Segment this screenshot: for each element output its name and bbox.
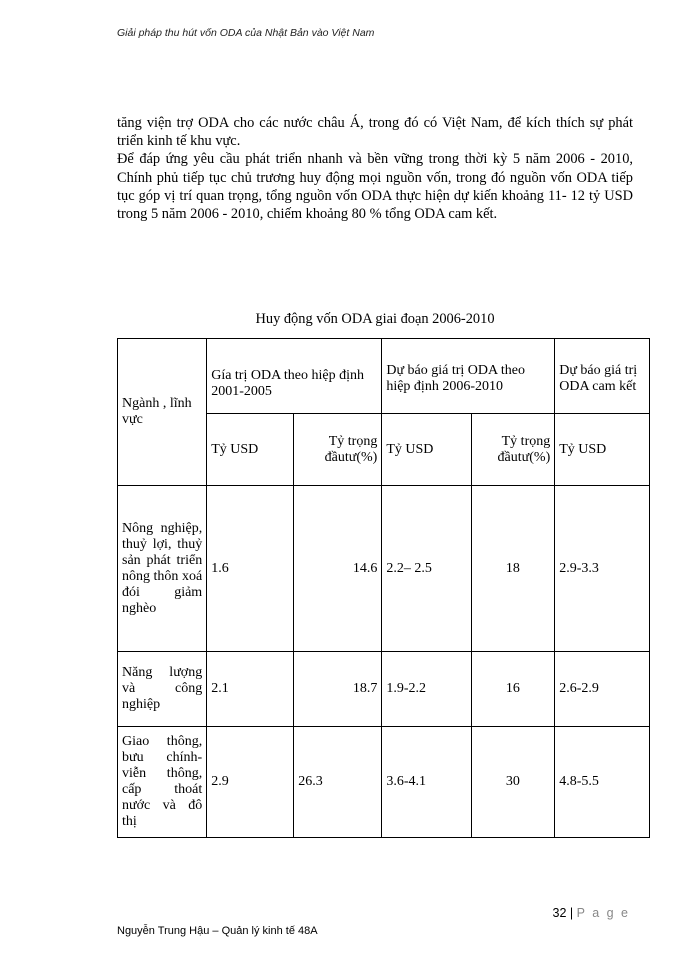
value-cell: 2.2– 2.5 xyxy=(382,486,471,652)
page-number-value: 32 xyxy=(552,906,567,920)
value-cell: 1.9-2.2 xyxy=(382,652,471,727)
sub-header-3: Tỷ USD xyxy=(382,414,471,486)
value-cell: 2.1 xyxy=(207,652,294,727)
group-header-3: Dự báo giá trị ODA cam kết xyxy=(555,339,650,414)
value-cell: 1.6 xyxy=(207,486,294,652)
sub-header-4: Tỷ trọng đầutư(%) xyxy=(471,414,555,486)
paragraph-1: tăng viện trợ ODA cho các nước châu Á, trong đó có Việt Nam, để kích thích sự phát triển kinh tế khu vực. xyxy=(117,115,633,150)
table-caption: Huy động vốn ODA giai đoạn 2006-2010 xyxy=(255,311,495,327)
value-cell: 3.6-4.1 xyxy=(382,727,471,838)
value-cell: 16 xyxy=(471,652,555,727)
value-cell: 2.6-2.9 xyxy=(555,652,650,727)
group-header-2: Dự báo giá trị ODA theo hiệp định 2006-2010 xyxy=(382,339,555,414)
page-label: P a g e xyxy=(576,906,630,920)
sector-header-cell xyxy=(118,339,207,486)
paragraph-2: Để đáp ứng yêu cầu phát triển nhanh và bền vững trong thời kỳ 5 năm 2006 - 2010, Chính phủ tiếp tục chủ trương huy động mọi nguồn vốn, trong đó nguồn vốn ODA tiếp tục góp vị trí quan trọng, tổng nguồn vốn ODA thực hiện dự kiến khoảng 11- 12 tỷ USD trong 5 năm 2006 - 2010, chiếm khoảng 80 % tổng ODA cam kết. xyxy=(117,151,633,223)
sub-header-5: Tỷ USD xyxy=(555,414,650,486)
value-cell: 2.9 xyxy=(207,727,294,838)
running-header: Giải pháp thu hút vốn ODA của Nhật Bản vào Việt Nam xyxy=(117,27,375,39)
value-cell: 18.7 xyxy=(294,652,382,727)
page-number: 32 | P a g e xyxy=(552,906,630,920)
sector-cell: Năng lượng và công nghiệp xyxy=(118,652,207,727)
sector-cell: Giao thông, bưu chính-viễn thông, cấp thoát nước và đô thị xyxy=(118,727,207,838)
value-cell: 4.8-5.5 xyxy=(555,727,650,838)
group-header-1: Gía trị ODA theo hiệp định 2001-2005 xyxy=(207,339,382,414)
footer-author: Nguyễn Trung Hậu – Quản lý kinh tế 48A xyxy=(117,925,318,937)
sector-header: Ngành , lĩnh vực xyxy=(122,396,192,427)
body-text xyxy=(117,114,633,223)
value-cell: 30 xyxy=(471,727,555,838)
table-row xyxy=(118,486,650,652)
oda-table xyxy=(117,338,650,838)
value-cell: 18 xyxy=(471,486,555,652)
value-cell: 26.3 xyxy=(294,727,382,838)
table-row xyxy=(118,652,650,727)
sector-cell: Nông nghiệp, thuỷ lợi, thuỷ sản phát triển nông thôn xoá đói giảm nghèo xyxy=(118,486,207,652)
sub-header-1: Tỷ USD xyxy=(207,414,294,486)
table-row xyxy=(118,727,650,838)
value-cell: 2.9-3.3 xyxy=(555,486,650,652)
sub-header-2: Tỷ trọng đầutư(%) xyxy=(294,414,382,486)
value-cell: 14.6 xyxy=(294,486,382,652)
